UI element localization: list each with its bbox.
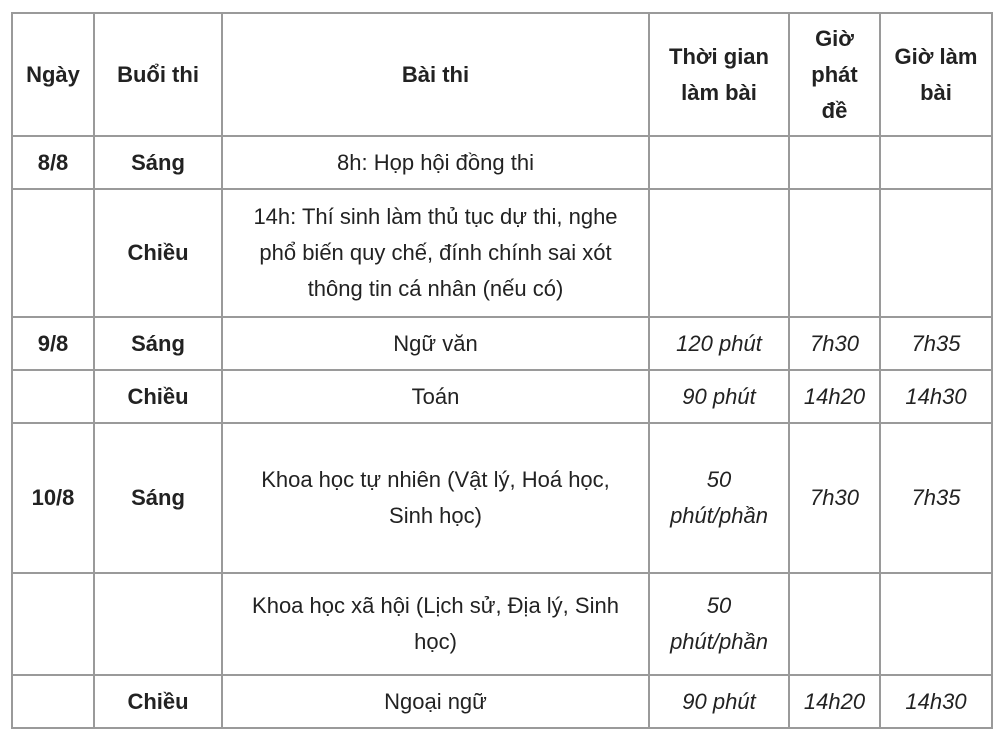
cell-duration: 90 phút (649, 370, 789, 423)
cell-paper-time: 7h30 (789, 423, 880, 573)
cell-start-time: 14h30 (880, 675, 992, 728)
cell-date (12, 370, 94, 423)
header-date: Ngày (12, 13, 94, 136)
cell-session: Chiều (94, 370, 222, 423)
cell-paper-time (789, 189, 880, 317)
cell-paper-time (789, 573, 880, 675)
cell-duration: 90 phút (649, 675, 789, 728)
cell-start-time (880, 189, 992, 317)
cell-subject: Toán (222, 370, 649, 423)
header-session: Buổi thi (94, 13, 222, 136)
cell-subject: Ngữ văn (222, 317, 649, 370)
cell-subject: 14h: Thí sinh làm thủ tục dự thi, nghe phổ biến quy chế, đính chính sai xót thông tin cá nhân (nếu có) (222, 189, 649, 317)
cell-session: Sáng (94, 136, 222, 189)
table-row (12, 675, 992, 728)
cell-date: 8/8 (12, 136, 94, 189)
header-subject: Bài thi (222, 13, 649, 136)
cell-paper-time: 14h20 (789, 370, 880, 423)
cell-duration (649, 189, 789, 317)
table-header-row (12, 13, 992, 136)
header-duration: Thời gian làm bài (649, 13, 789, 136)
cell-session: Chiều (94, 675, 222, 728)
table-row (12, 370, 992, 423)
cell-start-time: 14h30 (880, 370, 992, 423)
cell-paper-time: 7h30 (789, 317, 880, 370)
cell-session: Chiều (94, 189, 222, 317)
exam-schedule-table (11, 12, 993, 729)
cell-duration (649, 136, 789, 189)
cell-duration: 50 phút/phần (649, 573, 789, 675)
cell-start-time (880, 136, 992, 189)
cell-duration: 120 phút (649, 317, 789, 370)
cell-start-time (880, 573, 992, 675)
cell-paper-time (789, 136, 880, 189)
cell-subject: Khoa học tự nhiên (Vật lý, Hoá học, Sinh học) (222, 423, 649, 573)
cell-date: 10/8 (12, 423, 94, 573)
cell-start-time: 7h35 (880, 317, 992, 370)
cell-subject: 8h: Họp hội đồng thi (222, 136, 649, 189)
cell-date (12, 189, 94, 317)
table-row (12, 136, 992, 189)
cell-paper-time: 14h20 (789, 675, 880, 728)
cell-date (12, 573, 94, 675)
header-start-time: Giờ làm bài (880, 13, 992, 136)
cell-duration: 50 phút/phần (649, 423, 789, 573)
table-row (12, 573, 992, 675)
table-row (12, 317, 992, 370)
cell-date (12, 675, 94, 728)
table-row (12, 423, 992, 573)
cell-session (94, 573, 222, 675)
cell-start-time: 7h35 (880, 423, 992, 573)
header-paper-time: Giờ phát đề (789, 13, 880, 136)
cell-session: Sáng (94, 423, 222, 573)
table-row (12, 189, 992, 317)
cell-subject: Khoa học xã hội (Lịch sử, Địa lý, Sinh học) (222, 573, 649, 675)
cell-session: Sáng (94, 317, 222, 370)
cell-subject: Ngoại ngữ (222, 675, 649, 728)
cell-date: 9/8 (12, 317, 94, 370)
